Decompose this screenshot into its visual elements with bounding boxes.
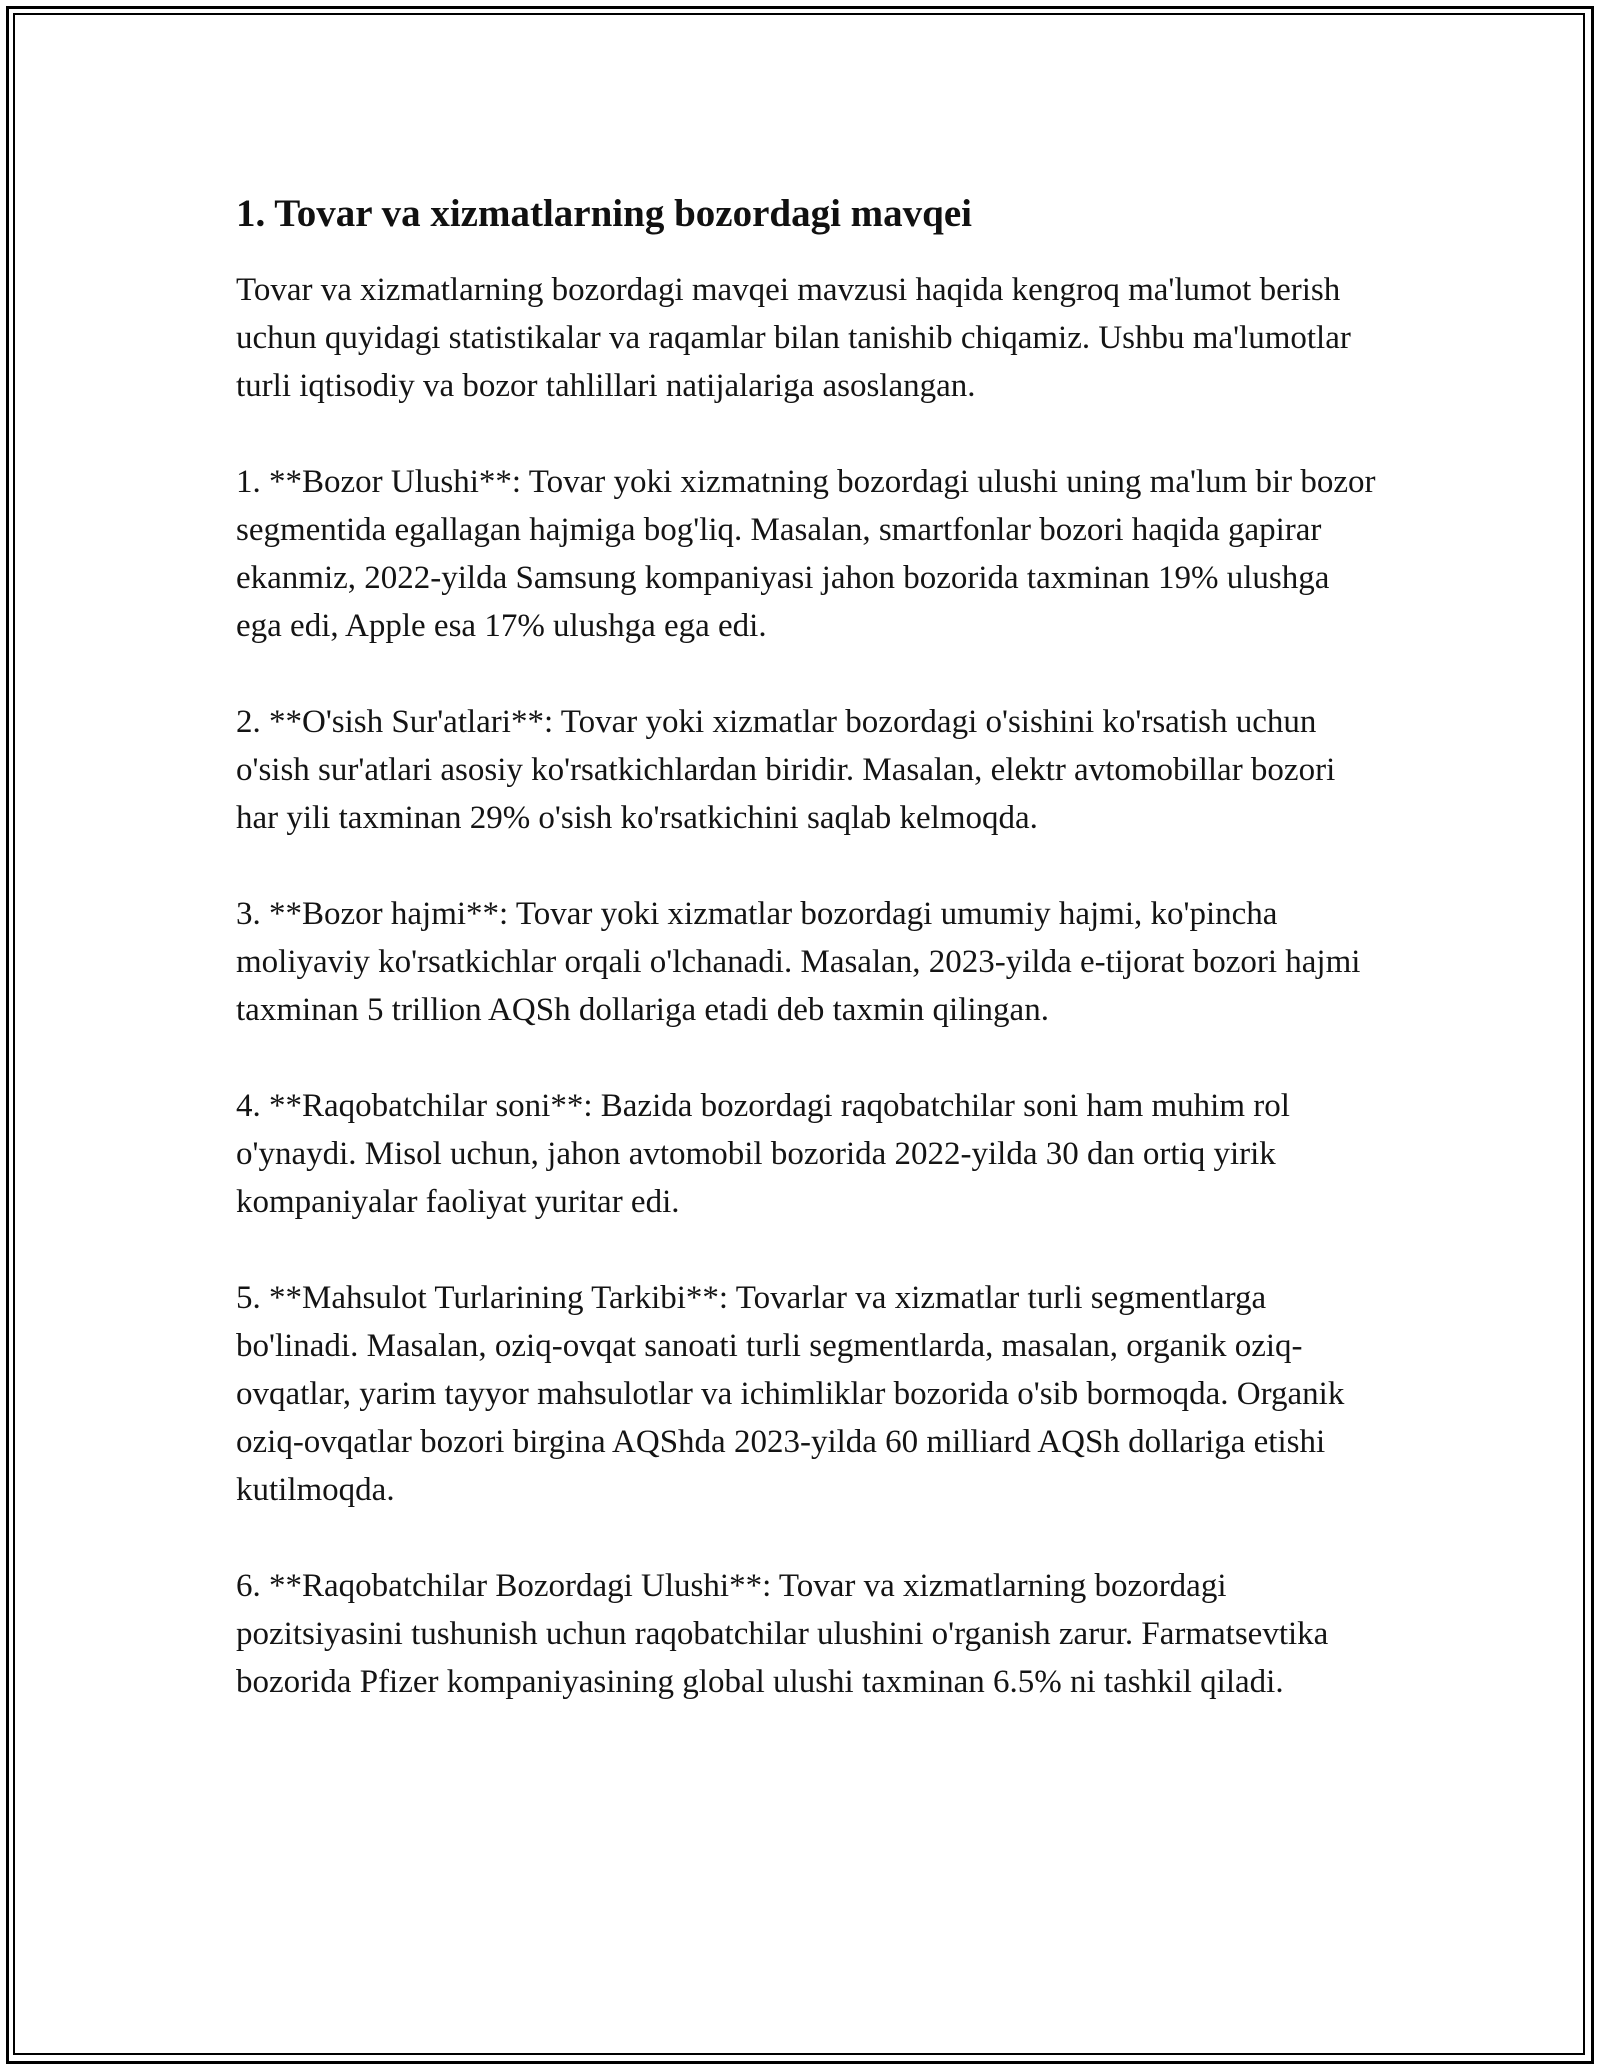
document-body: [236, 188, 1376, 1754]
section-heading: 1. Tovar va xizmatlarning bozordagi mavqei: [236, 192, 972, 235]
point-market-size: 3. **Bozor hajmi**: Tovar yoki xizmatlar bozordagi umumiy hajmi, ko'pincha moliyaviy ko'rsatkichlar orqali o'lchanadi. Masalan, 2023-yilda e-tijorat bozori hajmi taxminan 5 trillion AQSh dollariga etadi deb taxmin qilingan.: [236, 896, 1361, 1028]
point-product-composition: 5. **Mahsulot Turlarining Tarkibi**: Tovarlar va xizmatlar turli segmentlarga bo'linadi. Masalan, oziq-ovqat sanoati turli segmentlarda, masalan, organik oziq-ovqatlar, yarim tayyor mahsulotlar va ichimliklar bozorida o'sib bormoqda. Organik oziq-ovqatlar bozori birgina AQShda 2023-yilda 60 milliard AQSh dollariga etishi kutilmoqda.: [236, 1280, 1345, 1508]
point-competitor-share: 6. **Raqobatchilar Bozordagi Ulushi**: Tovar va xizmatlarning bozordagi pozitsiyasini tushunish uchun raqobatchilar ulushini o'rganish zarur. Farmatsevtika bozorida Pfizer kompaniyasining global ulushi taxminan 6.5% ni tashkil qiladi.: [236, 1568, 1329, 1700]
point-growth-rates: 2. **O'sish Sur'atlari**: Tovar yoki xizmatlar bozordagi o'sishini ko'rsatish uchun o'sish sur'atlari asosiy ko'rsatkichlardan biridir. Masalan, elektr avtomobillar bozori har yili taxminan 29% o'sish ko'rsatkichini saqlab kelmoqda.: [236, 704, 1336, 836]
point-competitor-count: 4. **Raqobatchilar soni**: Bazida bozordagi raqobatchilar soni ham muhim rol o'ynaydi. Misol uchun, jahon avtomobil bozorida 2022-yilda 30 dan ortiq yirik kompaniyalar faoliyat yuritar edi.: [236, 1088, 1290, 1220]
intro-paragraph: Tovar va xizmatlarning bozordagi mavqei mavzusi haqida kengroq ma'lumot berish uchun quyidagi statistikalar va raqamlar bilan tanishib chiqamiz. Ushbu ma'lumotlar turli iqtisodiy va bozor tahlillari natijalariga asoslangan.: [236, 272, 1351, 404]
point-market-share: 1. **Bozor Ulushi**: Tovar yoki xizmatning bozordagi ulushi uning ma'lum bir bozor segmentida egallagan hajmiga bog'liq. Masalan, smartfonlar bozori haqida gapirar ekanmiz, 2022-yilda Samsung kompaniyasi jahon bozorida taxminan 19% ulushga ega edi, Apple esa 17% ulushga ega edi.: [236, 464, 1376, 644]
